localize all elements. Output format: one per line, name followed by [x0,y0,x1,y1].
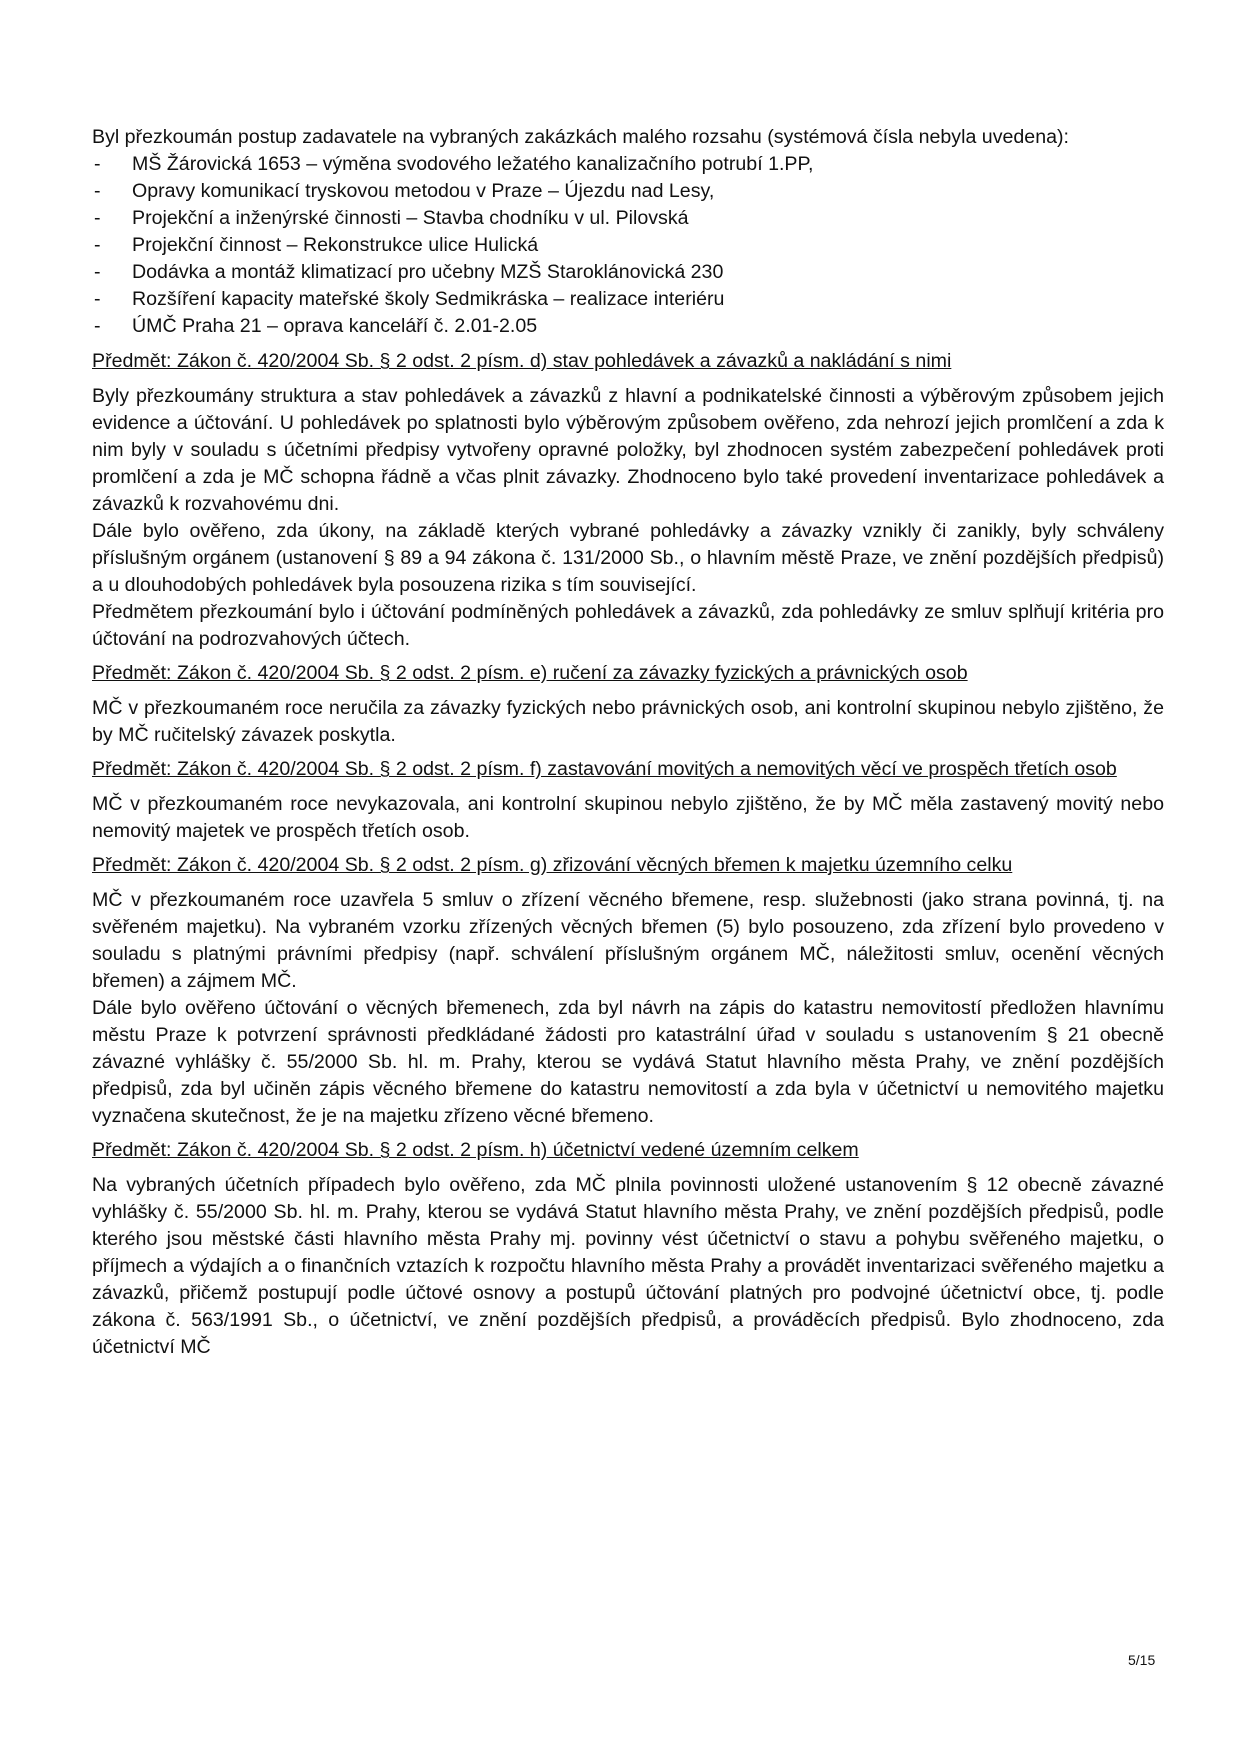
contract-list [92,151,1164,340]
document-page [92,124,1164,1361]
list-item: - ÚMČ Praha 21 – oprava kanceláří č. 2.01-2.05 [92,313,1164,340]
section-heading-f: Předmět: Zákon č. 420/2004 Sb. § 2 odst. 2 písm. f) zastavování movitých a nemovitých věcí ve prospěch třetích osob [92,758,1117,780]
paragraph: Dále bylo ověřeno, zda úkony, na základě kterých vybrané pohledávky a závazky vznikly či zanikly, byly schváleny příslušným orgánem (ustanovení § 89 a 94 zákona č. 131/2000 Sb., o hlavním městě Praze, ve znění pozdějších předpisů) a u dlouhodobých pohledávek byla posouzena rizika s tím související. [92,520,1164,596]
paragraph: MČ v přezkoumaném roce nevykazovala, ani kontrolní skupinou nebylo zjištěno, že by MČ měla zastavený movitý nebo nemovitý majetek ve prospěch třetích osob. [92,793,1164,842]
paragraph: Na vybraných účetních případech bylo ověřeno, zda MČ plnila povinnosti uložené ustanovením § 12 obecně závazné vyhlášky č. 55/2000 Sb. hl. m. Prahy, kterou se vydává Statut hlavního města Prahy, ve znění pozdějších předpisů, podle kterého jsou městské části hlavního města Prahy mj. povinny vést účetnictví o stavu a pohybu svěřeného majetku, o příjmech a výdajích a o finančních vztazích k rozpočtu hlavního města Prahy a provádět inventarizaci svěřeného majetku a závazků, přičemž postupují podle účtové osnovy a postupů účtování platných pro podvojné účetnictví obce, tj. podle zákona č. 563/1991 Sb., o účetnictví, ve znění pozdějších předpisů, a prováděcích předpisů. Bylo zhodnoceno, zda účetnictví MČ [92,1174,1164,1358]
section-heading-g: Předmět: Zákon č. 420/2004 Sb. § 2 odst. 2 písm. g) zřizování věcných břemen k majetku územního celku [92,854,1013,876]
page-number: 5/15 [1128,1652,1156,1668]
intro-paragraph: Byl přezkoumán postup zadavatele na vybraných zakázkách malého rozsahu (systémová čísla nebyla uvedena): [92,126,1069,148]
paragraph: MČ v přezkoumaném roce uzavřela 5 smluv o zřízení věcného břemene, resp. služebnosti (jako strana povinná, tj. na svěřeném majetku). Na vybraném vzorku zřízených věcných břemen (5) bylo posouzeno, zda zřízení bylo provedeno v souladu s platnými právními předpisy (např. schválení příslušným orgánem MČ, náležitosti smluv, ocenění věcných břemen) a zájmem MČ. [92,889,1164,992]
paragraph: Byly přezkoumány struktura a stav pohledávek a závazků z hlavní a podnikatelské činnosti a výběrovým způsobem jejich evidence a účtování. U pohledávek po splatnosti bylo výběrovým způsobem ověřeno, zda nehrozí jejich promlčení a zda k nim byly v souladu s účetními předpisy vytvořeny opravné položky, byl zhodnocen systém zabezpečení pohledávek proti promlčení a zda je MČ schopna řádně a včas plnit závazky. Zhodnoceno bylo také provedení inventarizace pohledávek a závazků k rozvahovému dni. [92,385,1164,515]
section-heading-e: Předmět: Zákon č. 420/2004 Sb. § 2 odst. 2 písm. e) ručení za závazky fyzických a právnických osob [92,662,968,684]
paragraph: Dále bylo ověřeno účtování o věcných břemenech, zda byl návrh na zápis do katastru nemovitostí předložen hlavnímu městu Praze k potvrzení správnosti předkládané žádosti pro katastrální úřad v souladu s ustanovením § 21 obecně závazné vyhlášky č. 55/2000 Sb. hl. m. Prahy, kterou se vydává Statut hlavního města Prahy, ve znění pozdějších předpisů, zda byl učiněn zápis věcného břemene do katastru nemovitostí a zda byla v účetnictví u nemovitého majetku vyznačena skutečnost, že je na majetku zřízeno věcné břemeno. [92,997,1164,1127]
list-item: - Dodávka a montáž klimatizací pro učebny MZŠ Staroklánovická 230 [92,259,1164,286]
section-heading-d: Předmět: Zákon č. 420/2004 Sb. § 2 odst. 2 písm. d) stav pohledávek a závazků a nakládání s nimi [92,350,952,372]
paragraph: MČ v přezkoumaném roce neručila za závazky fyzických nebo právnických osob, ani kontrolní skupinou nebylo zjištěno, že by MČ ručitelský závazek poskytla. [92,697,1164,746]
paragraph: Předmětem přezkoumání bylo i účtování podmíněných pohledávek a závazků, zda pohledávky ze smluv splňují kritéria pro účtování na podrozvahových účtech. [92,601,1164,650]
list-item: - MŠ Žárovická 1653 – výměna svodového ležatého kanalizačního potrubí 1.PP, [92,151,1164,178]
section-heading-h: Předmět: Zákon č. 420/2004 Sb. § 2 odst. 2 písm. h) účetnictví vedené územním celkem [92,1139,859,1161]
list-item: - Opravy komunikací tryskovou metodou v Praze – Újezdu nad Lesy, [92,178,1164,205]
list-item: - Projekční činnost – Rekonstrukce ulice Hulická [92,232,1164,259]
list-item: - Rozšíření kapacity mateřské školy Sedmikráska – realizace interiéru [92,286,1164,313]
list-item: - Projekční a inženýrské činnosti – Stavba chodníku v ul. Pilovská [92,205,1164,232]
